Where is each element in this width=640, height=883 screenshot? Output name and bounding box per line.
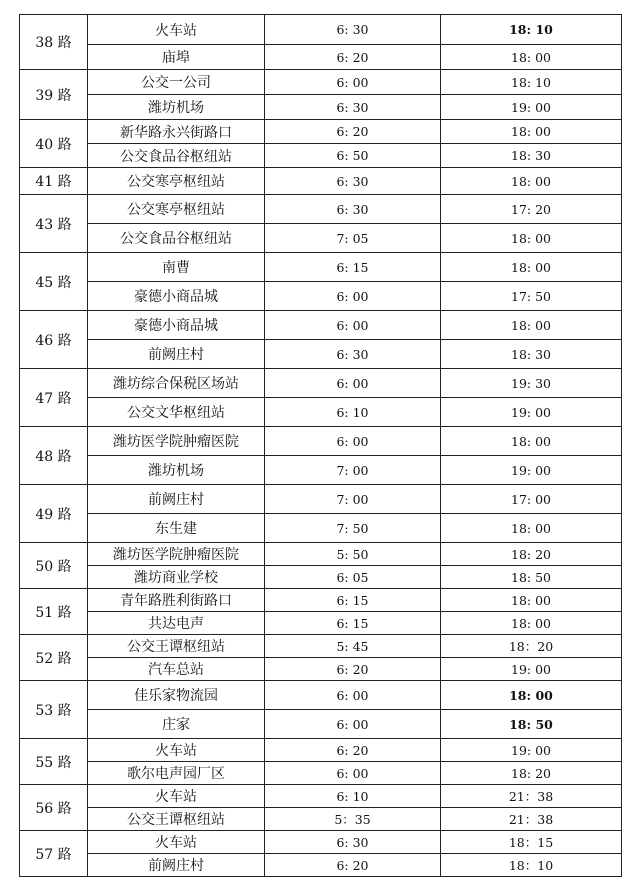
stop-name-cell: 潍坊医学院肿瘤医院	[88, 543, 265, 566]
stop-name-cell: 汽车总站	[88, 658, 265, 681]
last-bus-time-cell: 21：38	[441, 785, 622, 808]
first-bus-time-cell: 7: 50	[265, 514, 441, 543]
last-bus-time-cell: 18: 20	[441, 762, 622, 785]
last-bus-time-cell: 19: 30	[441, 369, 622, 398]
first-bus-time-cell: 6: 15	[265, 612, 441, 635]
stop-name-cell: 潍坊机场	[88, 456, 265, 485]
last-bus-time-cell: 18: 00	[441, 224, 622, 253]
stop-name-cell: 火车站	[88, 831, 265, 854]
last-bus-time-cell: 18: 50	[441, 566, 622, 589]
table-row	[20, 224, 622, 253]
route-number-cell: 57 路	[20, 831, 88, 877]
stop-name-cell: 公交文华枢纽站	[88, 398, 265, 427]
first-bus-time-cell: 5: 50	[265, 543, 441, 566]
last-bus-time-cell: 18: 00	[441, 612, 622, 635]
stop-name-cell: 佳乐家物流园	[88, 681, 265, 710]
table-row	[20, 168, 622, 195]
bus-schedule-table	[19, 14, 622, 877]
stop-name-cell: 火车站	[88, 15, 265, 45]
table-row	[20, 456, 622, 485]
route-number-cell: 43 路	[20, 195, 88, 253]
last-bus-time-cell: 18: 00	[441, 514, 622, 543]
table-row	[20, 340, 622, 369]
first-bus-time-cell: 6: 15	[265, 589, 441, 612]
table-row	[20, 831, 622, 854]
table-row	[20, 120, 622, 144]
first-bus-time-cell: 6: 10	[265, 398, 441, 427]
last-bus-time-cell: 18: 00	[441, 120, 622, 144]
last-bus-time-cell: 19: 00	[441, 398, 622, 427]
table-row	[20, 427, 622, 456]
table-row	[20, 15, 622, 45]
table-row	[20, 658, 622, 681]
route-number-cell: 56 路	[20, 785, 88, 831]
table-row	[20, 612, 622, 635]
stop-name-cell: 公交一公司	[88, 70, 265, 95]
last-bus-time-cell: 18: 00	[441, 427, 622, 456]
table-row	[20, 543, 622, 566]
first-bus-time-cell: 6: 20	[265, 120, 441, 144]
last-bus-time-cell: 18: 00	[441, 589, 622, 612]
stop-name-cell: 豪德小商品城	[88, 282, 265, 311]
table-row	[20, 45, 622, 70]
stop-name-cell: 南曹	[88, 253, 265, 282]
table-row	[20, 589, 622, 612]
first-bus-time-cell: 6: 20	[265, 739, 441, 762]
route-number-cell: 49 路	[20, 485, 88, 543]
stop-name-cell: 庙埠	[88, 45, 265, 70]
first-bus-time-cell: 6: 30	[265, 340, 441, 369]
last-bus-time-cell: 19: 00	[441, 95, 622, 120]
stop-name-cell: 公交王谭枢纽站	[88, 635, 265, 658]
stop-name-cell: 前阙庄村	[88, 485, 265, 514]
last-bus-time-cell: 18: 10	[441, 15, 622, 45]
first-bus-time-cell: 5: 45	[265, 635, 441, 658]
last-bus-time-cell: 18: 20	[441, 543, 622, 566]
stop-name-cell: 庄家	[88, 710, 265, 739]
route-number-cell: 52 路	[20, 635, 88, 681]
first-bus-time-cell: 6: 00	[265, 311, 441, 340]
first-bus-time-cell: 7: 00	[265, 485, 441, 514]
table-row	[20, 195, 622, 224]
table-row	[20, 785, 622, 808]
first-bus-time-cell: 7: 05	[265, 224, 441, 253]
last-bus-time-cell: 18：20	[441, 635, 622, 658]
last-bus-time-cell: 18: 50	[441, 710, 622, 739]
stop-name-cell: 潍坊综合保税区场站	[88, 369, 265, 398]
last-bus-time-cell: 18: 00	[441, 253, 622, 282]
stop-name-cell: 青年路胜利街路口	[88, 589, 265, 612]
stop-name-cell: 共达电声	[88, 612, 265, 635]
stop-name-cell: 公交寒亭枢纽站	[88, 168, 265, 195]
last-bus-time-cell: 18: 30	[441, 340, 622, 369]
first-bus-time-cell: 6: 30	[265, 95, 441, 120]
first-bus-time-cell: 6: 50	[265, 144, 441, 168]
table-row	[20, 144, 622, 168]
stop-name-cell: 潍坊机场	[88, 95, 265, 120]
table-row	[20, 710, 622, 739]
last-bus-time-cell: 18: 00	[441, 45, 622, 70]
stop-name-cell: 公交食品谷枢纽站	[88, 144, 265, 168]
first-bus-time-cell: 6: 00	[265, 427, 441, 456]
route-number-cell: 39 路	[20, 70, 88, 120]
stop-name-cell: 火车站	[88, 785, 265, 808]
route-number-cell: 47 路	[20, 369, 88, 427]
first-bus-time-cell: 6: 30	[265, 168, 441, 195]
first-bus-time-cell: 7: 00	[265, 456, 441, 485]
table-row	[20, 369, 622, 398]
first-bus-time-cell: 6: 10	[265, 785, 441, 808]
route-number-cell: 46 路	[20, 311, 88, 369]
table-row	[20, 566, 622, 589]
last-bus-time-cell: 19: 00	[441, 658, 622, 681]
stop-name-cell: 公交食品谷枢纽站	[88, 224, 265, 253]
stop-name-cell: 潍坊医学院肿瘤医院	[88, 427, 265, 456]
table-row	[20, 635, 622, 658]
timetable-sheet	[19, 14, 621, 877]
table-row	[20, 485, 622, 514]
schedule-body	[20, 15, 622, 877]
table-row	[20, 854, 622, 877]
stop-name-cell: 歌尔电声园厂区	[88, 762, 265, 785]
first-bus-time-cell: 6: 00	[265, 762, 441, 785]
table-row	[20, 762, 622, 785]
first-bus-time-cell: 6: 30	[265, 195, 441, 224]
last-bus-time-cell: 17: 20	[441, 195, 622, 224]
last-bus-time-cell: 21：38	[441, 808, 622, 831]
last-bus-time-cell: 18: 10	[441, 70, 622, 95]
route-number-cell: 48 路	[20, 427, 88, 485]
stop-name-cell: 前阙庄村	[88, 854, 265, 877]
route-number-cell: 40 路	[20, 120, 88, 168]
last-bus-time-cell: 19: 00	[441, 739, 622, 762]
first-bus-time-cell: 6: 00	[265, 681, 441, 710]
first-bus-time-cell: 6: 00	[265, 710, 441, 739]
first-bus-time-cell: 6: 15	[265, 253, 441, 282]
first-bus-time-cell: 6: 20	[265, 854, 441, 877]
route-number-cell: 51 路	[20, 589, 88, 635]
last-bus-time-cell: 17: 50	[441, 282, 622, 311]
last-bus-time-cell: 18：15	[441, 831, 622, 854]
stop-name-cell: 东生建	[88, 514, 265, 543]
table-row	[20, 681, 622, 710]
stop-name-cell: 公交王谭枢纽站	[88, 808, 265, 831]
route-number-cell: 45 路	[20, 253, 88, 311]
table-row	[20, 808, 622, 831]
stop-name-cell: 公交寒亭枢纽站	[88, 195, 265, 224]
last-bus-time-cell: 18：10	[441, 854, 622, 877]
route-number-cell: 53 路	[20, 681, 88, 739]
stop-name-cell: 前阙庄村	[88, 340, 265, 369]
first-bus-time-cell: 6: 00	[265, 70, 441, 95]
route-number-cell: 38 路	[20, 15, 88, 70]
table-row	[20, 95, 622, 120]
stop-name-cell: 潍坊商业学校	[88, 566, 265, 589]
first-bus-time-cell: 5：35	[265, 808, 441, 831]
table-row	[20, 70, 622, 95]
table-row	[20, 311, 622, 340]
first-bus-time-cell: 6: 00	[265, 282, 441, 311]
last-bus-time-cell: 18: 00	[441, 168, 622, 195]
table-row	[20, 739, 622, 762]
last-bus-time-cell: 18: 00	[441, 681, 622, 710]
table-row	[20, 253, 622, 282]
last-bus-time-cell: 18: 30	[441, 144, 622, 168]
stop-name-cell: 豪德小商品城	[88, 311, 265, 340]
route-number-cell: 41 路	[20, 168, 88, 195]
last-bus-time-cell: 18: 00	[441, 311, 622, 340]
stop-name-cell: 新华路永兴街路口	[88, 120, 265, 144]
table-row	[20, 398, 622, 427]
first-bus-time-cell: 6: 30	[265, 15, 441, 45]
table-row	[20, 514, 622, 543]
route-number-cell: 55 路	[20, 739, 88, 785]
table-row	[20, 282, 622, 311]
first-bus-time-cell: 6: 05	[265, 566, 441, 589]
first-bus-time-cell: 6: 30	[265, 831, 441, 854]
first-bus-time-cell: 6: 00	[265, 369, 441, 398]
first-bus-time-cell: 6: 20	[265, 658, 441, 681]
last-bus-time-cell: 19: 00	[441, 456, 622, 485]
route-number-cell: 50 路	[20, 543, 88, 589]
first-bus-time-cell: 6: 20	[265, 45, 441, 70]
last-bus-time-cell: 17: 00	[441, 485, 622, 514]
stop-name-cell: 火车站	[88, 739, 265, 762]
